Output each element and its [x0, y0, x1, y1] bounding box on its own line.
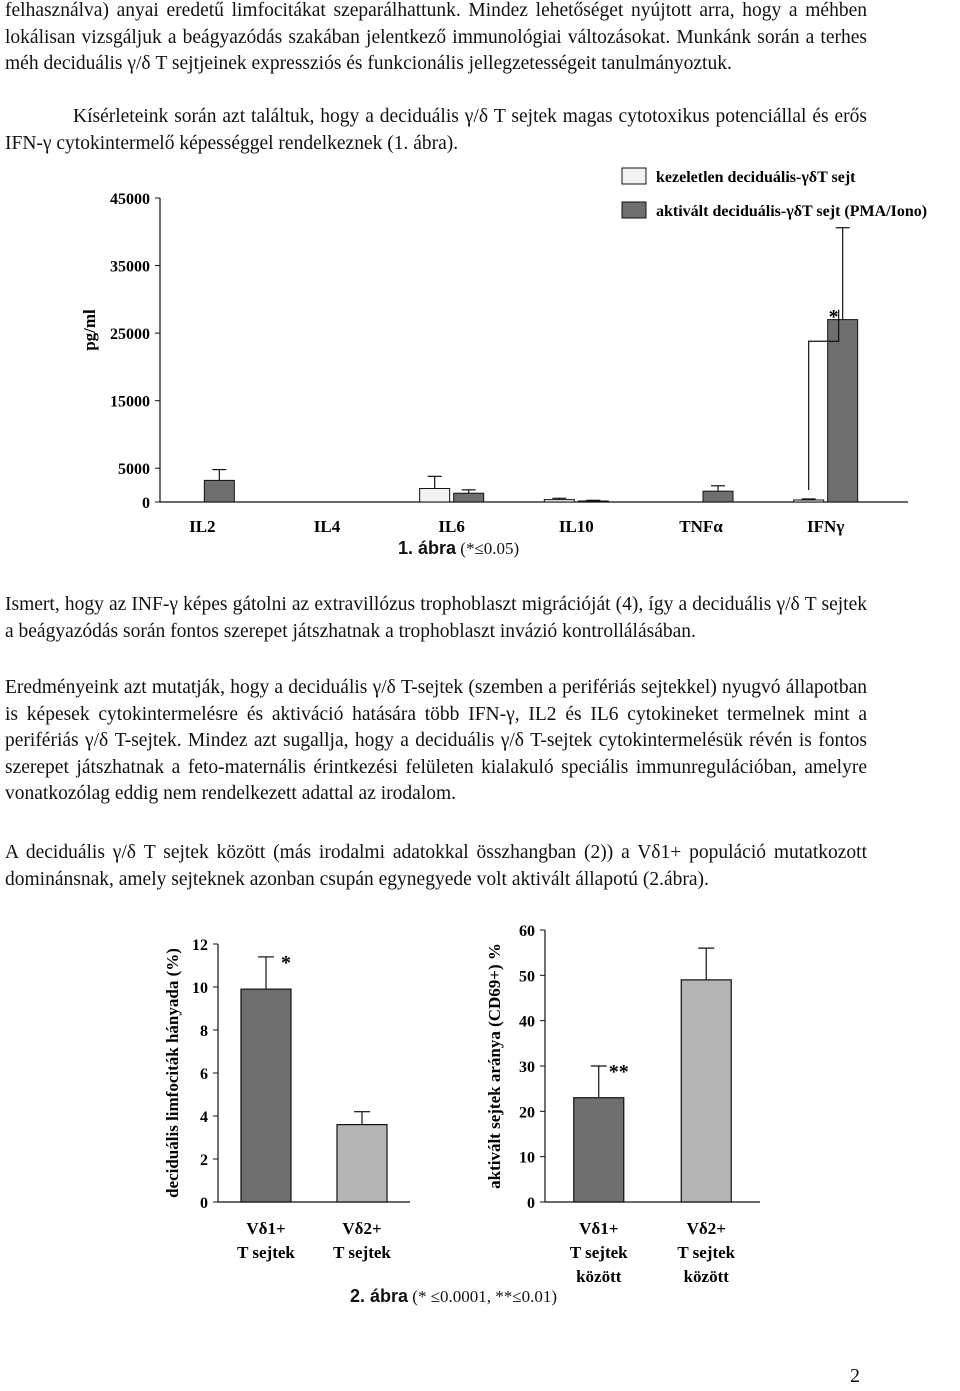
- figure-1-label: 1. ábra: [398, 538, 457, 558]
- y-tick-label: 45000: [110, 191, 150, 208]
- x-tick-label: IFNγ: [807, 517, 845, 536]
- significance-marker: **: [608, 1061, 629, 1083]
- y-tick-label: 8: [200, 1023, 208, 1040]
- bar: [241, 989, 291, 1202]
- bar: [544, 500, 574, 502]
- figure-2-caption: [350, 1286, 557, 1307]
- y-tick-label: 30: [519, 1059, 535, 1076]
- paragraph-inf-gamma: Ismert, hogy az INF-γ képes gátolni az extravillózus trophoblaszt migrációját (4), így a deciduális γ/δ T sejtek a beágyazódás során fontos szerepet játszhatnak a trophoblaszt invázió kontrollálásában.: [5, 594, 867, 642]
- figure-1-note: (*≤0.05): [456, 539, 520, 558]
- bar: [794, 500, 824, 502]
- y-tick-label: 60: [519, 923, 535, 940]
- legend-swatch: [622, 168, 646, 184]
- significance-marker: *: [281, 951, 291, 974]
- legend-label: kezeletlen deciduális-γδT sejt: [656, 169, 856, 186]
- y-axis-label: pg/ml: [80, 309, 99, 351]
- x-tick-label: IL2: [189, 517, 216, 536]
- y-tick-label: 20: [519, 1104, 535, 1122]
- bar: [703, 491, 733, 502]
- y-tick-label: 50: [519, 968, 535, 986]
- significance-marker: *: [828, 306, 839, 329]
- y-tick-label: 10: [519, 1149, 535, 1167]
- bar: [681, 980, 731, 1202]
- x-tick-label: T sejtek: [677, 1243, 736, 1262]
- y-tick-label: 15000: [110, 393, 150, 411]
- y-tick-label: 10: [192, 980, 208, 997]
- paragraph-intro: felhasználva) anyai eredetű limfocitákat szeparálhattunk. Mindez lehetőséget nyújtott arra, hogy a méhben lokálisan vizsgáljuk a beágyazódás szakában jelentkező immunológiai változásokat. Munkánk során a terhes méh deciduális γ/δ T sejtjeinek expressziós és funkcionális jellegzetességeit tanulmányoztuk.: [5, 0, 867, 74]
- bar: [420, 488, 450, 502]
- figure-1-cytokine-chart: [0, 160, 960, 570]
- bar: [337, 1125, 387, 1202]
- y-tick-label: 6: [200, 1066, 208, 1083]
- paragraph-vdelta1: A deciduális γ/δ T sejtek között (más irodalmi adatokkal összhangban (2)) a Vδ1+ populáció mutatkozott dominánsnak, amely sejteknek azonban csupán egynegyede volt aktivált állapotú (2.ábra).: [5, 842, 867, 890]
- x-tick-label: IL10: [558, 517, 594, 536]
- x-tick-label: TNFα: [679, 517, 723, 536]
- figure-1-caption: [398, 538, 519, 559]
- paragraph-findings: Kísérleteink során azt találtuk, hogy a deciduális γ/δ T sejtek magas cytotoxikus potenciállal és erős IFN-γ cytokintermelő képességgel rendelkeznek (1. ábra).: [5, 106, 867, 154]
- y-tick-label: 0: [200, 1195, 208, 1212]
- figure-2-label: 2. ábra: [350, 1286, 409, 1306]
- y-tick-label: 2: [200, 1152, 208, 1169]
- x-tick-label: IL6: [438, 517, 465, 536]
- figure-2-note: (* ≤0.0001, **≤0.01): [408, 1287, 558, 1306]
- paragraph-results: Eredményeink azt mutatják, hogy a deciduális γ/δ T-sejtek (szemben a perifériás sejtekkel) nyugvó állapotban is képesek cytokintermelésre és aktiváció hatására több IFN-γ, IL2 és IL6 cytokineket termelnek mint a perifériás γ/δ T-sejtek. Mindez azt sugallja, hogy a deciduális γ/δ T-sejtek cytokintermelésük révén is fontos szerepet játszhatnak a feto-maternális érintkezési felületen kialakuló speciális immunregulációban, amelyre vonatkozólag eddig nem rendelkezett adattal az irodalom.: [5, 677, 867, 804]
- x-tick-label: Vδ2+: [342, 1219, 382, 1238]
- figure-2-charts: [0, 920, 960, 1290]
- x-tick-label: Vδ2+: [686, 1219, 726, 1238]
- legend-swatch: [622, 202, 646, 218]
- y-tick-label: 0: [142, 495, 150, 512]
- x-tick-label: IL4: [313, 517, 341, 536]
- x-tick-label: T sejtek: [569, 1243, 628, 1262]
- x-tick-label: között: [576, 1267, 622, 1286]
- x-tick-label: T sejtek: [333, 1243, 391, 1262]
- x-tick-label: Vδ1+: [246, 1219, 286, 1238]
- y-axis-label: deciduális limfociták hányada (%): [163, 948, 182, 1198]
- bar: [574, 1098, 624, 1202]
- y-tick-label: 5000: [118, 461, 150, 479]
- y-tick-label: 4: [200, 1109, 208, 1126]
- bar: [828, 320, 858, 502]
- bar: [204, 480, 234, 502]
- x-tick-label: között: [683, 1267, 729, 1286]
- y-tick-label: 12: [192, 937, 208, 954]
- x-tick-label: Vδ1+: [579, 1219, 619, 1238]
- y-axis-label: aktivált sejtek aránya (CD69+) %: [485, 943, 504, 1189]
- y-tick-label: 0: [527, 1195, 535, 1212]
- bar: [454, 493, 484, 502]
- x-tick-label: T sejtek: [237, 1243, 295, 1262]
- y-tick-label: 35000: [110, 258, 150, 276]
- bar: [578, 501, 608, 502]
- page-number: 2: [850, 1365, 860, 1387]
- y-tick-label: 40: [519, 1013, 535, 1031]
- y-tick-label: 25000: [110, 326, 150, 344]
- legend-label: aktivált deciduális-γδT sejt (PMA/Iono): [656, 203, 928, 220]
